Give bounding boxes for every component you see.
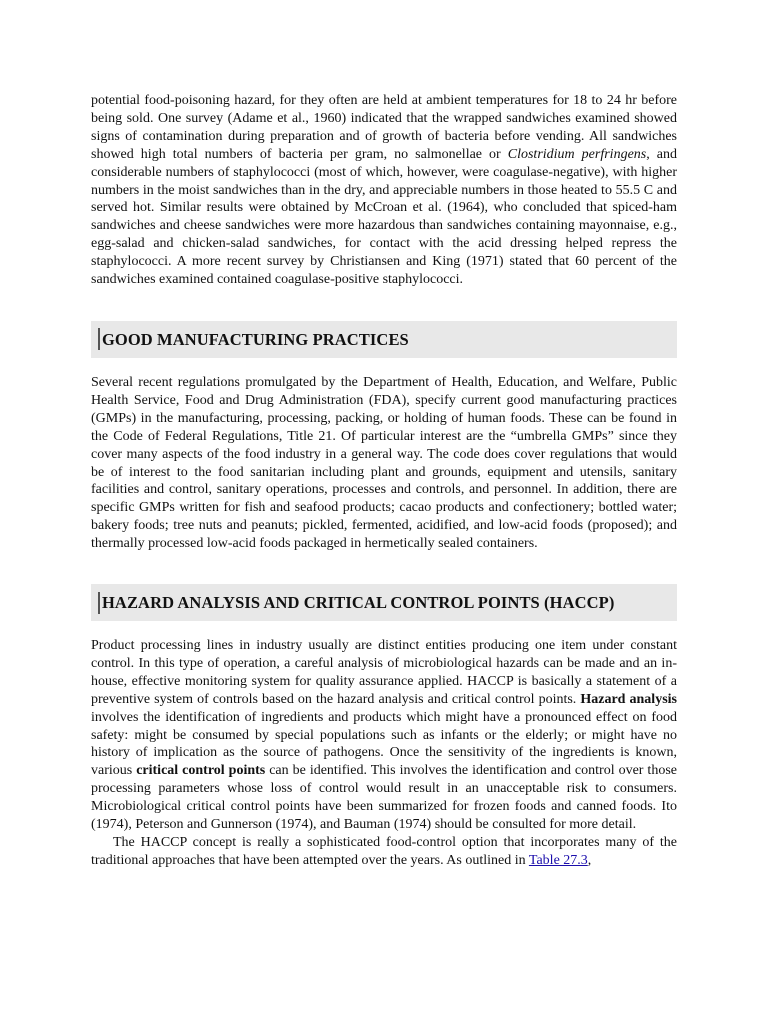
haccp-text-1b: involves the identification of ingredients and products which might have a pronounced effect on food safety: might be consumed by special populations such as infants or the elderly; or might have no history of implication as the source of pathogens. Once the sensitivity of the ingredients is known, various [91,709,677,779]
haccp-text-1a: Product processing lines in industry usually are distinct entities producing one item under constant control. In this type of operation, a careful analysis of microbiological hazards can be made and an in-house, effective monitoring system for quality assurance applied. HACCP is basically a statement of a preventive system of controls based on the hazard analysis and critical control points. [91,638,677,707]
haccp-heading: HAZARD ANALYSIS AND CRITICAL CONTROL POINTS (HACCP) [102,592,615,612]
haccp-text-1c: can be identified. This involves the identification and control over those processing parameters whose loss of control would result in an unacceptable risk to consumers. Microbiological critical control points have been summarized for frozen foods and canned foods. Ito (1974), Peterson and Gunnerson (1974), and Bauman (1974) should be consulted for more detail. [91,763,677,833]
haccp-paragraph-2 [91,834,677,870]
organism-name: Clostridium perfringens [507,146,647,162]
haccp-text-2a: The HACCP concept is really a sophisticated food-control option that incorporates many of the traditional approaches that have been attempted over the years. As outlined in [91,835,677,868]
heading-marker [98,328,100,350]
haccp-text-2b: , [587,852,592,868]
heading-marker [98,592,100,614]
intro-text-1: potential food-poisoning hazard, for they often are held at ambient temperatures for 18 to 24 hr before being sold. One survey (Adame et al., 1960) indicated that the wrapped sandwiches examined showed signs of contamination during preparation and of growth of bacteria before vending. All sandwiches showed high total numbers of bacteria per gram, no salmonellae or [91,93,677,162]
table-27-3-link[interactable]: Table 27.3 [528,852,588,868]
haccp-heading-box [91,584,677,621]
page-content [91,92,677,870]
gmp-heading: GOOD MANUFACTURING PRACTICES [102,329,409,349]
gmp-paragraph: Several recent regulations promulgated by the Department of Health, Education, and Welfare, Public Health Service, Food and Drug Administration (FDA), specify current good manufacturing practices (GMPs) in the manufacturing, processing, packing, or holding of human foods. These can be found in the Code of Federal Regulations, Title 21. Of particular interest are the “umbrella GMPs” since they cover many aspects of the food industry in a general way. The code does cover regulations that would be of interest to the food sanitarian including plant and grounds, equipment and utensils, sanitary facilities and control, sanitary operations, processes and controls, and personnel. In addition, there are specific GMPs written for fish and seafood products; cacao products and confectionery; bottled water; bakery foods; tree nuts and peanuts; pickled, fermented, acidified, and low-acid foods (proposed); and thermally processed low-acid foods packaged in hermetically sealed containers. [91,374,677,552]
haccp-paragraph-1 [91,637,677,834]
hazard-analysis-term: Hazard analysis [580,691,677,707]
intro-text-2: , and considerable numbers of staphylococci (most of which, however, were coagulase-negative), with higher numbers in the moist sandwiches than in the dry, and appreciable numbers in those heated to 55.5 C and served hot. Similar results were obtained by McCroan et al. (1964), who concluded that spiced-ham sandwiches and cheese sandwiches were more hazardous than sandwiches containing mayonnaise, e.g., egg-salad and chicken-salad sandwiches, for contact with the acid dressing helped repress the staphylococci. A more recent survey by Christiansen and King (1971) stated that 60 percent of the sandwiches examined contained coagulase-positive staphylococci. [91,146,677,288]
gmp-heading-box [91,321,677,358]
critical-control-points-term: critical control points [136,763,266,779]
intro-paragraph [91,92,677,289]
